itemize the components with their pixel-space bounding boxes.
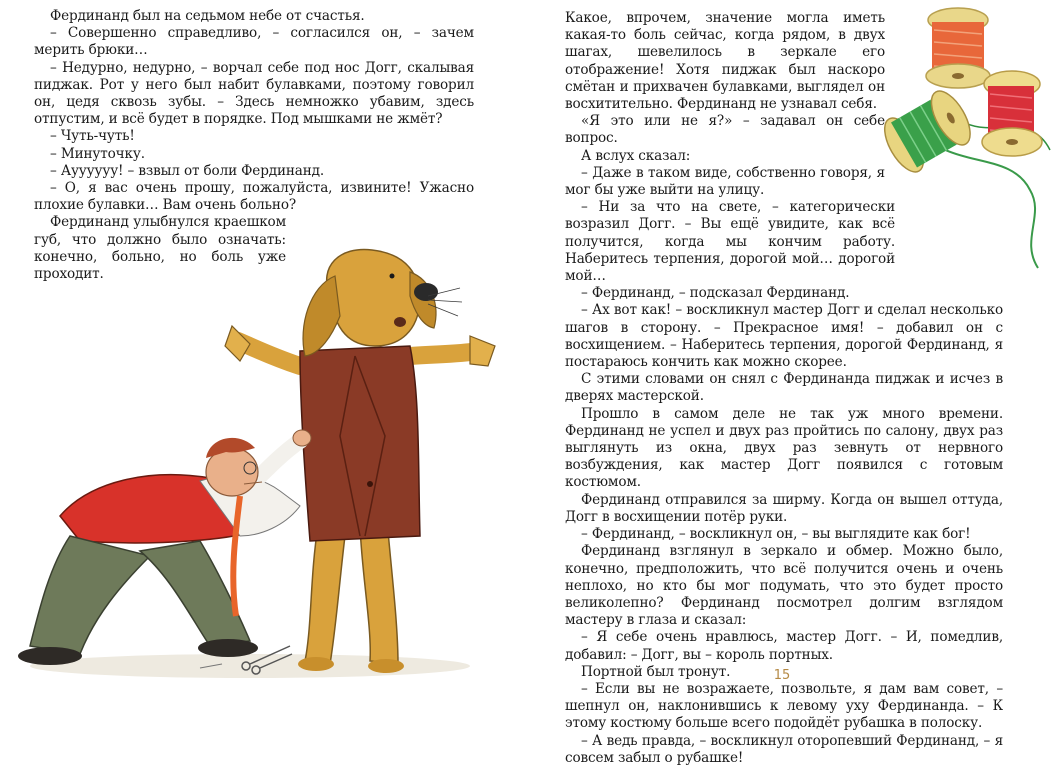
paragraph: – Фердинанд, – подсказал Фердинанд. [581,285,850,302]
paragraph: Фердинанд взглянул в зеркало и обмер. Можно было, конечно, предположить, что всё получится очень и очень неплохо, но кто бы мог подумать, что это будет просто великолепно? Фердинанд посмотрел долгим взглядом мастеру в глаза и сказал: [565,543,1003,629]
paragraph: Портной был тронут. [581,663,731,680]
paragraph: – Ауууууу! – взвыл от боли Фердинанд. [50,162,325,179]
paragraph: – Чуть-чуть! [50,128,135,145]
paragraph: «Я это или не я?» – задавал он себе вопрос. [565,113,885,147]
paragraph: – Недурно, недурно, – ворчал себе под нос Догг, скалывая пиджак. Рот у него был набит булавками, поэтому говорил он, цедя сквозь зубы. – Здесь немножко убавим, здесь отпустим, и всё будет в порядке. Под мышками не жмёт? [34,59,474,128]
paragraph: Фердинанд был на седьмом небе от счастья. [50,8,365,24]
paragraph: А вслух сказал: [581,147,691,164]
paragraph: Фердинанд улыбнулся краешком губ, что должно было означать: конечно, больно, но боль уже проходит. [34,214,286,283]
paragraph: – А ведь правда, – воскликнул оторопевший Фердинанд, – я совсем забыл о рубашке! [565,732,1003,766]
paragraph: – Минуточку. [50,145,145,162]
paragraph: Фердинанд отправился за ширму. Когда он вышел оттуда, Догг в восхищении потёр руки. [565,491,1003,525]
paragraph: – Фердинанд, – воскликнул он, – вы выглядите как бог! [581,526,971,543]
paragraph: – Я себе очень нравлюсь, мастер Догг. – И, помедлив, добавил: – Догг, вы – король портных. [565,629,1003,663]
paragraph: – Ах вот как! – воскликнул мастер Догг и сделал несколько шагов в сторону. – Прекрасное имя! – добавил он с восхищением. – Наберитесь терпения, дорогой Фердинанд, я постараюсь кончить как можно скорее. [565,302,1003,371]
paragraph: – Даже в таком виде, собственно говоря, я мог бы уже выйти на улицу. [565,164,885,199]
paragraph: – Если вы не возражаете, позвольте, я дам вам совет, – шепнул он, наклонившись к левому уху Фердинанда. – К этому костюму больше всего подойдёт рубашка в полоску. [565,680,1003,732]
illustration-dog-tailor [0,236,510,688]
illustration-thread-spools [860,0,1056,280]
paragraph: – О, я вас очень прошу, пожалуйста, извините! Ужасно плохие булавки… Вам очень больно? [34,180,474,214]
paragraph: С этими словами он снял с Фердинанда пиджак и исчез в дверях мастерской. [565,371,1003,405]
paragraph: Прошло в самом деле не так уж много времени. Фердинанд не успел и двух раз пройтись по салону, двух раз выглянуть из окна, двух раз зевнуть от нервного возбуждения, как мастер Догг появился с готовым костюмом. [565,405,1003,491]
paragraph: – Совершенно справедливо, – согласился он, – зачем мерить брюки… [34,25,474,59]
paragraph: Какое, впрочем, значение могла иметь какая-то боль сейчас, когда рядом, в двух шагах, шевелилось в зеркале его отображение! Хотя пиджак был наскоро смётан и прихвачен булавками, выглядел он восхитительно. Фердинанд не узнавал себя. [565,10,885,113]
page-number: 15 [773,668,791,683]
paragraph: – Ни за что на свете, – категорически возразил Догг. – Вы ещё увидите, как всё получится, когда мы кончим работу. Наберитесь терпения, дорогой мой… дорогой мой… [565,199,895,285]
